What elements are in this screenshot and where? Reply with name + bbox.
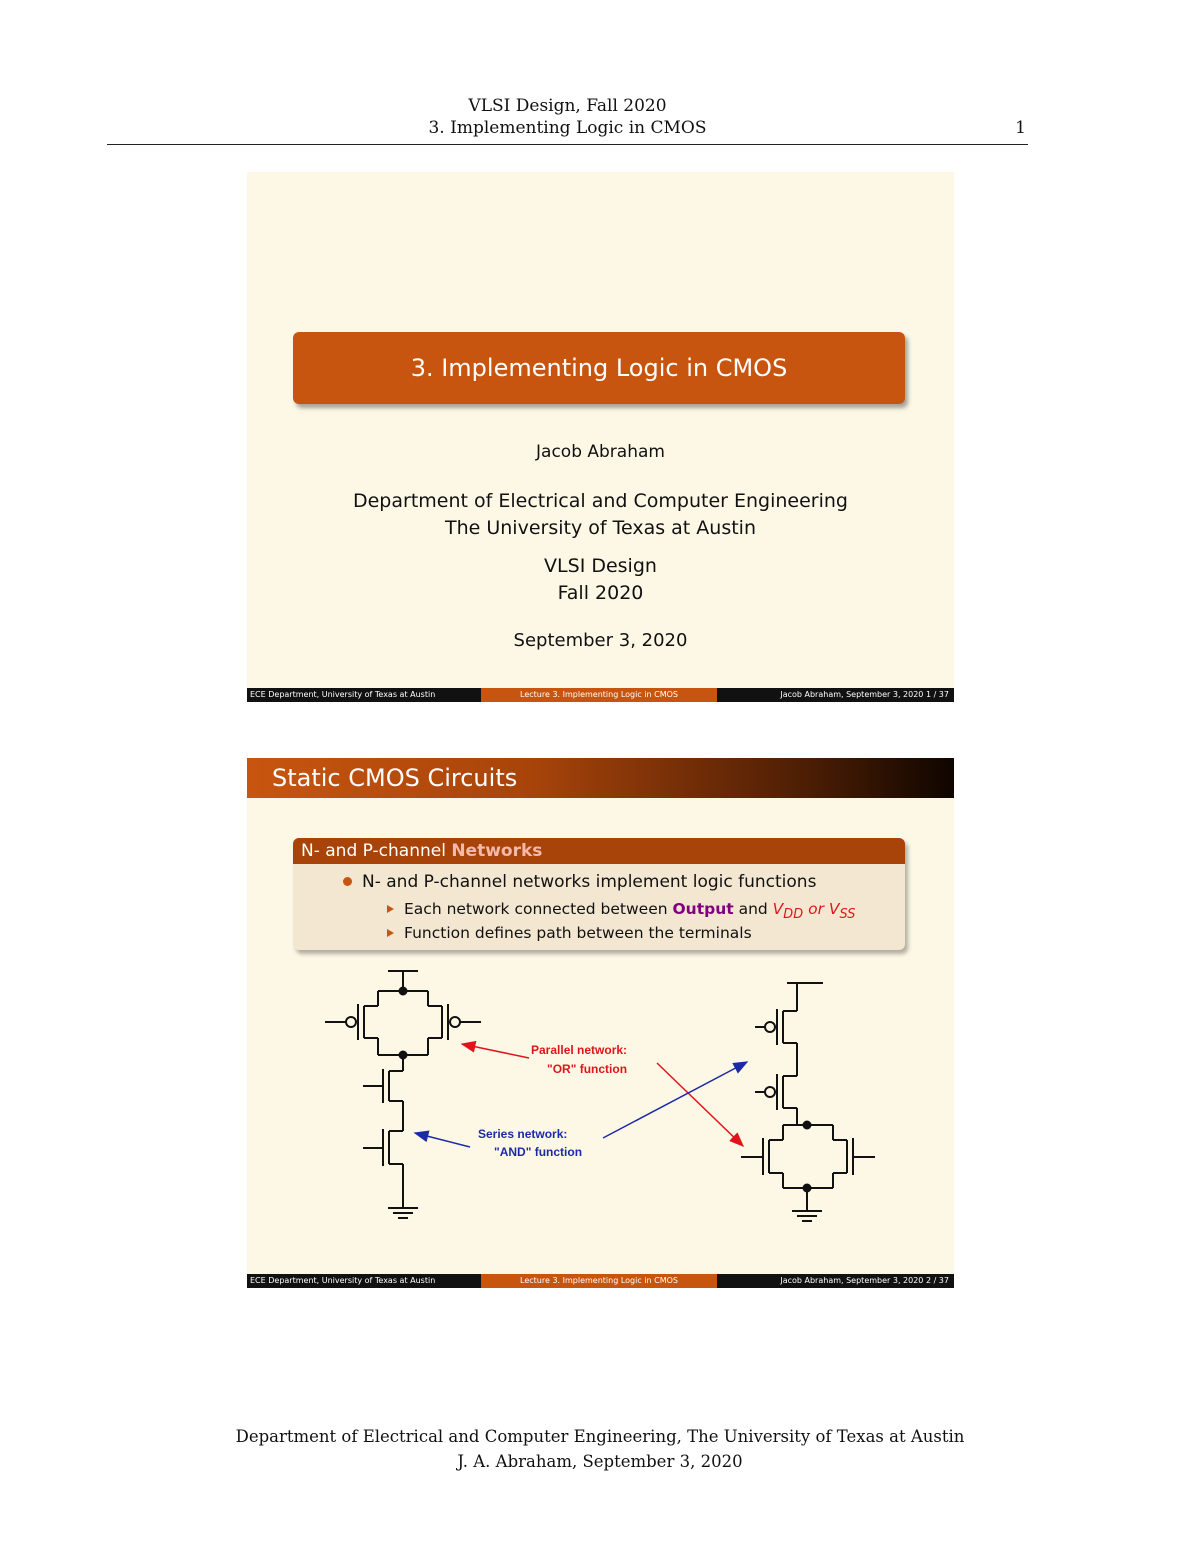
header-chapter: 3. Implementing Logic in CMOS [428, 118, 707, 138]
slide1-footer-left: ECE Department, University of Texas at Austin [247, 688, 481, 702]
vss-symbol [828, 900, 856, 923]
bullet2-output: Output [672, 900, 734, 918]
page-footer-author-date: J. A. Abraham, September 3, 2020 [457, 1452, 743, 1471]
networks-block-title [293, 838, 905, 864]
left-circuit [325, 971, 481, 1218]
page-footer-department: Department of Electrical and Computer Engineering, The University of Texas at Austin [235, 1427, 965, 1446]
parallel-label-1: Parallel network: [531, 1043, 628, 1057]
parallel-label-2: "OR" function [547, 1062, 628, 1076]
slide-title [247, 172, 954, 702]
subbullet-connection [387, 900, 855, 922]
bullet3-text: Function defines path between the terminals [404, 924, 752, 942]
header-page-number: 1 [1015, 118, 1026, 138]
block-title-highlight: Networks [451, 841, 543, 861]
slide2-footer-right: Jacob Abraham, September 3, 2020 2 / 37 [717, 1274, 954, 1288]
series-label-2: "AND" function [494, 1145, 583, 1159]
slide1-author: Jacob Abraham [536, 442, 665, 462]
bullet2-prefix: Each network connected between [404, 900, 673, 918]
slide1-footer-middle: Lecture 3. Implementing Logic in CMOS [481, 688, 717, 702]
parallel-arrow-right [657, 1063, 743, 1146]
vdd-symbol [772, 900, 804, 923]
series-arrow-left [415, 1133, 470, 1147]
networks-block [293, 838, 905, 950]
slide1-term: Fall 2020 [557, 582, 644, 604]
triangle-bullet-icon [387, 905, 394, 913]
cmos-networks-diagram [247, 958, 954, 1248]
vdd-sub: DD [783, 907, 804, 923]
slide1-footer [247, 688, 954, 702]
slide2-footer-middle: Lecture 3. Implementing Logic in CMOS [481, 1274, 717, 1288]
slide-static-cmos [247, 758, 954, 1288]
slide1-course: VLSI Design [544, 555, 657, 577]
slide1-university: The University of Texas at Austin [444, 517, 756, 539]
subbullet-function [387, 924, 752, 942]
page-header [107, 96, 1028, 145]
bullet-dot-icon [343, 877, 352, 886]
slide1-title-box: 3. Implementing Logic in CMOS [293, 332, 905, 404]
block-title-prefix: N- and P-channel [301, 841, 452, 861]
slide2-footer [247, 1274, 954, 1288]
slide1-footer-right: Jacob Abraham, September 3, 2020 1 / 37 [717, 688, 954, 702]
parallel-arrow-left [462, 1044, 529, 1058]
slide2-frame-title: Static CMOS Circuits [247, 758, 954, 798]
right-circuit [741, 983, 875, 1221]
vdd-main: V [772, 900, 784, 918]
triangle-bullet-icon [387, 929, 394, 937]
slide1-department: Department of Electrical and Computer Engineering [352, 490, 848, 512]
bullet2-or: or [803, 900, 829, 918]
bullet-networks [343, 872, 816, 892]
slide2-footer-left: ECE Department, University of Texas at Austin [247, 1274, 481, 1288]
slide1-date: September 3, 2020 [513, 630, 688, 651]
bullet1-text: N- and P-channel networks implement logic functions [362, 872, 817, 892]
series-label-1: Series network: [478, 1127, 568, 1141]
bullet2-and: and [733, 900, 773, 918]
vss-sub: SS [839, 907, 856, 923]
header-course-title: VLSI Design, Fall 2020 [468, 96, 667, 116]
vss-main: V [828, 900, 840, 918]
